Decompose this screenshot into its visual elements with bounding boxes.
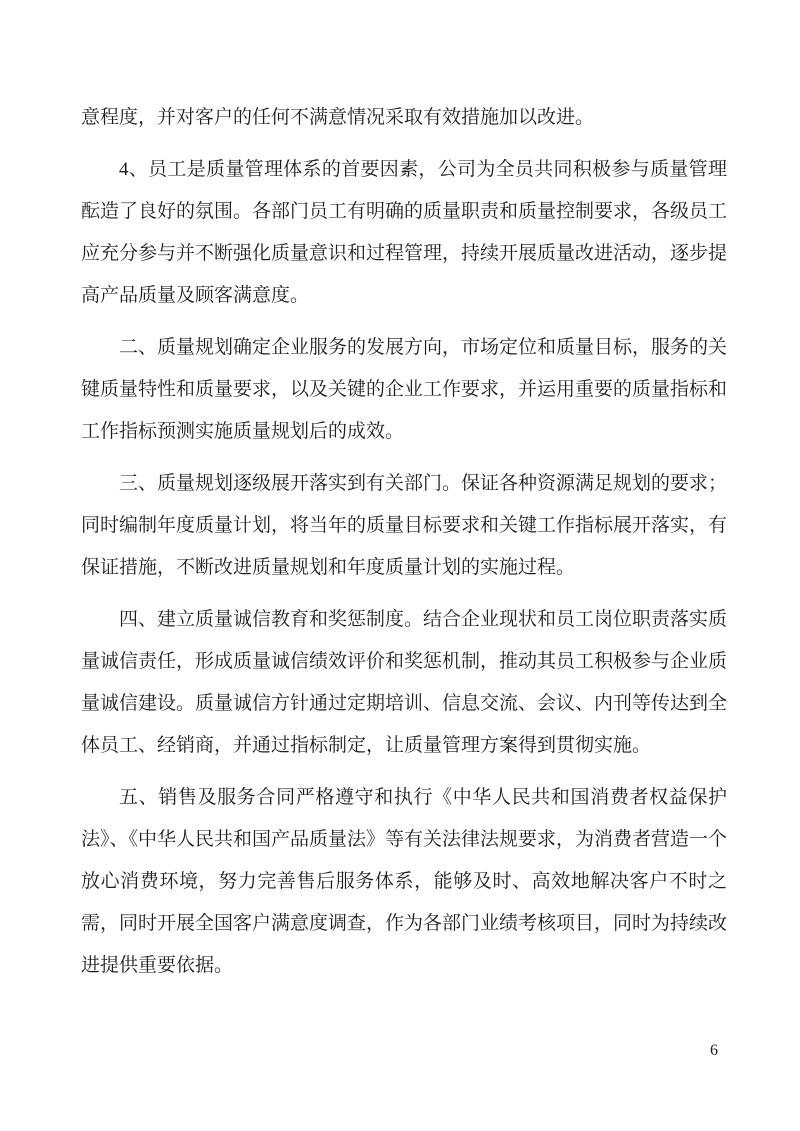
paragraph-section-4: 四、建立质量诚信教育和奖惩制度。结合企业现状和员工岗位职责落实质量诚信责任，形成质量诚信绩效评价和奖惩机制，推动其员工积极参与企业质量诚信建设。质量诚信方针通过定期培训、信息交流、会议、内刊等传达到全体员工、经销商，并通过指标制定，让质量管理方案得到贯彻实施。 bbox=[81, 609, 728, 756]
paragraph-continuation: 意程度，并对客户的任何不满意情况采取有效措施加以改进。 bbox=[81, 107, 595, 128]
paragraph-item-4: 4、员工是质量管理体系的首要因素，公司为全员共同积极参与质量管理酝造了良好的氛围。各部门员工有明确的质量职责和质量控制要求，各级员工应充分参与并不断强化质量意识和过程管理，持续开展质量改进活动，逐步提高产品质量及顾客满意度。 bbox=[81, 159, 728, 306]
document-body bbox=[81, 97, 727, 997]
paragraph-section-3: 三、质量规划逐级展开落实到有关部门。保证各种资源满足规划的要求；同时编制年度质量计划，将当年的质量目标要求和关键工作指标展开落实，有保证措施，不断改进质量规划和年度质量计划的实施过程。 bbox=[81, 473, 728, 578]
page-number: 6 bbox=[710, 1042, 718, 1059]
paragraph-section-2: 二、质量规划确定企业服务的发展方向，市场定位和质量目标，服务的关键质量特性和质量要求，以及关键的企业工作要求，并运用重要的质量指标和工作指标预测实施质量规划后的成效。 bbox=[81, 337, 728, 442]
paragraph-section-5: 五、销售及服务合同严格遵守和执行《中华人民共和国消费者权益保护法》、《中华人民共和国产品质量法》等有关法律法规要求，为消费者营造一个放心消费环境，努力完善售后服务体系，能够及时、高效地解决客户不时之需，同时开展全国客户满意度调查，作为各部门业绩考核项目，同时为持续改进提供重要依据。 bbox=[81, 787, 728, 976]
